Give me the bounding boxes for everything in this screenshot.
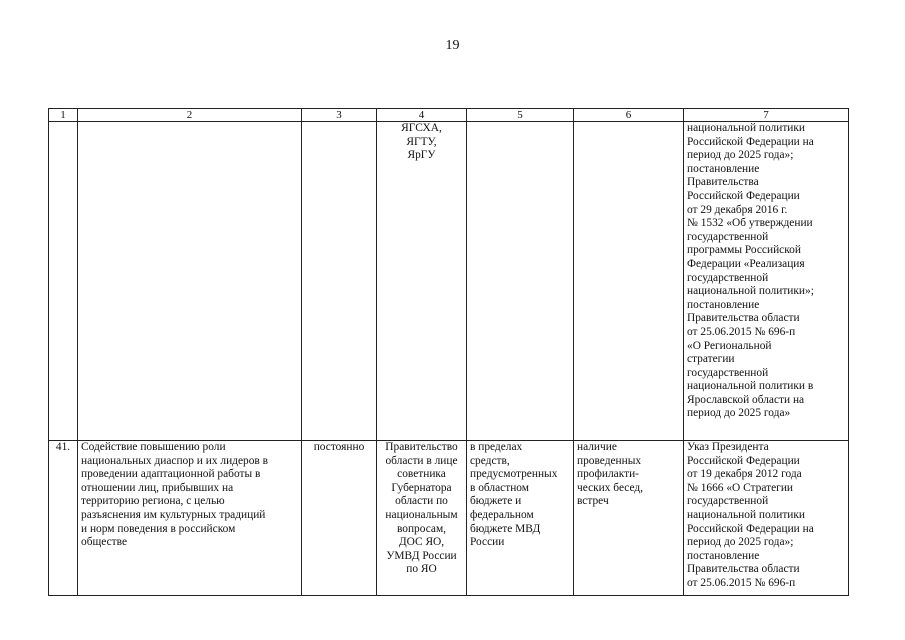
text-line: проведении адаптационной работы в <box>81 468 261 481</box>
text-line: и норм поведения в российском <box>81 522 236 535</box>
text-line: бюджете и <box>470 495 522 508</box>
text-line: государственной <box>687 271 769 284</box>
text-line: Российской Федерации <box>687 189 800 202</box>
text-line: от 19 декабря 2012 года <box>687 468 802 481</box>
text-line: Губернатора <box>391 481 452 494</box>
text-line: Российской Федерации на <box>687 522 814 535</box>
text-line: национальных диаспор и их лидеров в <box>81 454 269 467</box>
row-number-cell: 41. <box>49 441 78 596</box>
term-cell <box>302 122 377 441</box>
text-line: Правительство <box>385 441 458 453</box>
text-line: постановление <box>687 298 760 311</box>
text-line: постановление <box>687 162 760 175</box>
text-line: стратегии <box>687 353 735 366</box>
text-line: УМВД России <box>386 549 457 562</box>
text-line: федеральном <box>470 508 534 521</box>
text-line: бюджете МВД <box>470 522 541 535</box>
text-line: Российской Федерации <box>687 454 800 467</box>
text-line: национальной политики <box>687 508 806 521</box>
text-line: период до 2025 года» <box>687 407 791 420</box>
text-line: обществе <box>81 536 128 549</box>
row-number-cell <box>49 122 78 441</box>
text-line: Правительства <box>687 176 759 189</box>
text-line: разъяснения им культурных традиций <box>81 508 266 521</box>
text-line: встреч <box>577 495 609 508</box>
legal-basis-cell <box>684 122 849 441</box>
text-line: территорию региона, с целью <box>81 495 225 508</box>
text-line: № 1666 «О Стратегии <box>687 481 794 494</box>
text-line: области в лице <box>385 454 458 467</box>
column-header: 7 <box>684 109 849 122</box>
column-header: 3 <box>302 109 377 122</box>
table-row <box>49 122 849 441</box>
text-line: ческих бесед, <box>577 481 644 494</box>
text-line: вопросам, <box>396 522 447 535</box>
text-line: национальной политики в <box>687 380 814 393</box>
page-number: 19 <box>445 38 460 53</box>
column-header: 4 <box>377 109 467 122</box>
text-line: Российской Федерации на <box>687 135 814 148</box>
text-line: отношении лиц, прибывших на <box>81 481 234 494</box>
legal-basis-cell <box>684 441 849 596</box>
text-line: № 1532 «Об утверждении <box>687 217 813 230</box>
text-line: профилакти- <box>577 468 639 481</box>
text-line: ЯГСХА, <box>401 122 442 134</box>
text-line: в областном <box>470 481 529 494</box>
executors-cell <box>377 122 467 441</box>
text-line: ЯГТУ, <box>406 135 437 148</box>
text-line: государственной <box>687 495 769 508</box>
text-line: Федерации «Реализация <box>687 257 805 270</box>
funding-cell <box>467 122 574 441</box>
column-header: 2 <box>78 109 302 122</box>
text-line: Ярославской области на <box>687 393 805 406</box>
text-line: программы Российской <box>687 244 801 257</box>
text-line: ДОС ЯО, <box>398 536 445 549</box>
text-line: проведенных <box>577 454 642 467</box>
executors-cell <box>377 441 467 596</box>
text-line: по ЯО <box>406 563 437 576</box>
funding-cell <box>467 441 574 596</box>
column-header: 5 <box>467 109 574 122</box>
text-line: от 25.06.2015 № 696-п <box>687 576 796 589</box>
text-line: государственной <box>687 230 769 243</box>
text-line: Правительства области <box>687 312 800 325</box>
text-line: средств, <box>470 454 510 467</box>
activities-table <box>48 108 849 596</box>
column-header: 6 <box>574 109 684 122</box>
measure-cell <box>78 441 302 596</box>
column-number-row <box>49 109 849 122</box>
column-header: 1 <box>49 109 78 122</box>
text-line: национальным <box>385 508 458 521</box>
measure-cell <box>78 122 302 441</box>
indicator-cell <box>574 441 684 596</box>
term-cell: постоянно <box>302 441 377 596</box>
text-line: России <box>470 536 505 549</box>
text-line: от 25.06.2015 № 696-п <box>687 325 796 338</box>
text-line: национальной политики»; <box>687 285 814 298</box>
text-line: Правительства области <box>687 563 800 576</box>
text-line: период до 2025 года»; <box>687 536 794 549</box>
text-line: в пределах <box>470 441 523 453</box>
indicator-cell <box>574 122 684 441</box>
text-line: постановление <box>687 549 760 562</box>
text-line: области по <box>395 495 448 508</box>
text-line: предусмотренных <box>470 468 558 481</box>
text-line: Содействие повышению роли <box>81 441 226 453</box>
text-line: государственной <box>687 366 769 379</box>
text-line: Указ Президента <box>687 441 769 453</box>
text-line: национальной политики <box>687 122 806 134</box>
text-line: от 29 декабря 2016 г. <box>687 203 788 216</box>
text-line: период до 2025 года»; <box>687 149 794 162</box>
text-line: советника <box>397 468 446 481</box>
text-line: «О Региональной <box>687 339 772 352</box>
text-line: ЯрГУ <box>407 149 436 162</box>
text-line: наличие <box>577 441 617 453</box>
table-row <box>49 441 849 596</box>
